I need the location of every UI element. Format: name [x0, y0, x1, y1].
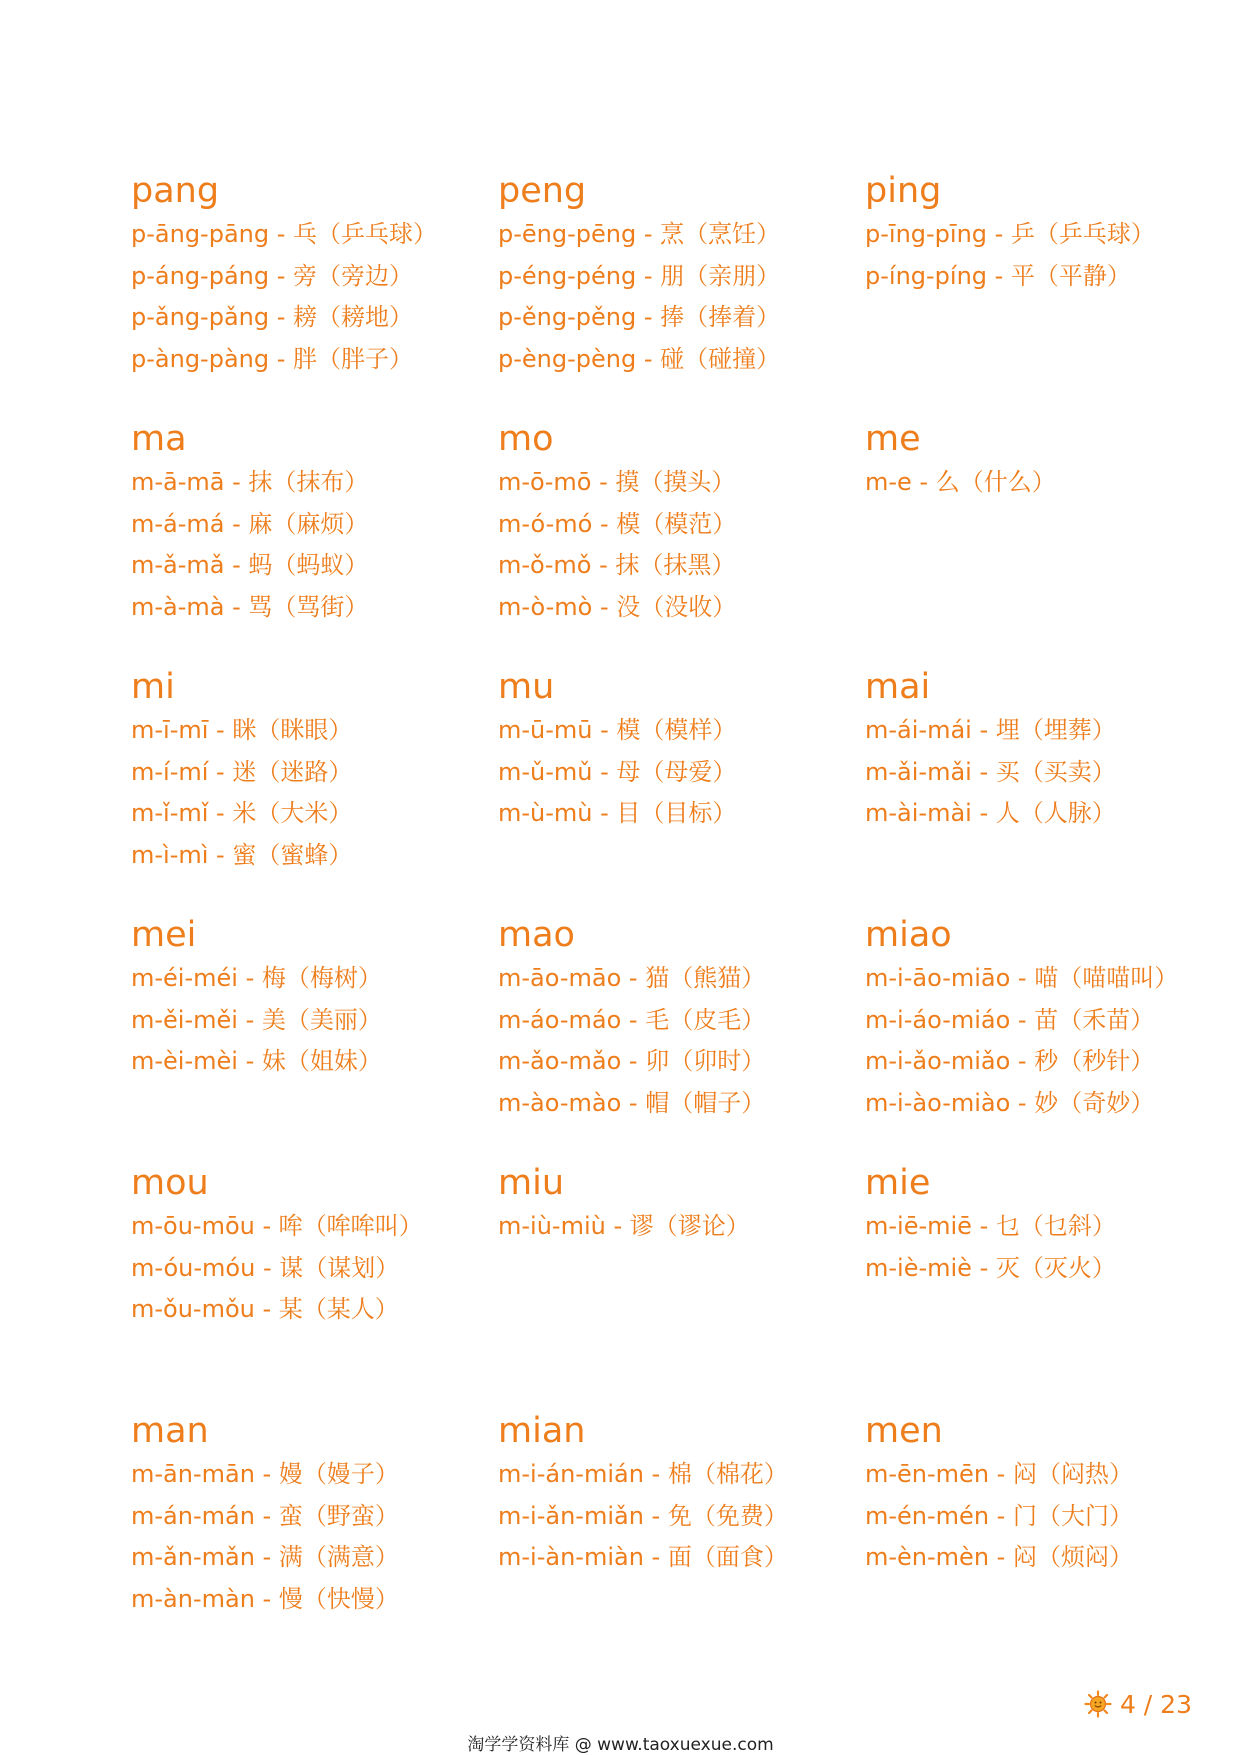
section-mao: [498, 914, 865, 1162]
section-miao: [865, 914, 1181, 1162]
entry-line: m-i-ǎo-miǎo - 秒（秒针）: [865, 1047, 1155, 1075]
entry-line: m-ì-mì - 蜜（蜜蜂）: [131, 840, 353, 869]
section-heading: mu: [498, 667, 555, 707]
entry-line: m-i-ào-miào - 妙（奇妙）: [865, 1088, 1155, 1117]
entry-line: m-ù-mù - 目（目标）: [498, 799, 737, 827]
entry-line: m-óu-móu - 谋（谋划）: [131, 1253, 400, 1282]
entry-line: m-iè-miè - 灭（灭火）: [865, 1253, 1116, 1282]
section-ping: [865, 170, 1181, 418]
entry-line: m-iù-miù - 谬（谬论）: [498, 1212, 750, 1240]
entry-line: m-ǐ-mǐ - 米（大米）: [131, 799, 353, 827]
entry-line: m-án-mán - 蛮（野蛮）: [131, 1501, 399, 1530]
section-heading: mian: [498, 1411, 586, 1451]
page-number: 4 / 23: [1119, 1689, 1192, 1719]
entry-line: p-àng-pàng - 胖（胖子）: [131, 344, 414, 373]
entry-line: m-ǎn-mǎn - 满（满意）: [131, 1543, 399, 1571]
pinyin-grid: [131, 170, 1181, 1658]
entry-line: m-ō-mō - 摸（摸头）: [498, 468, 736, 496]
section-heading: mie: [865, 1163, 931, 1203]
section-mie: [865, 1162, 1181, 1410]
entry-line: m-ū-mū - 模（模样）: [498, 716, 737, 744]
entry-line: m-ào-mào - 帽（帽子）: [498, 1088, 766, 1117]
section-heading: mi: [131, 667, 175, 707]
entry-line: m-i-àn-miàn - 面（面食）: [498, 1543, 788, 1571]
entry-line: m-ǒu-mǒu - 某（某人）: [131, 1295, 399, 1323]
entry-line: m-ò-mò - 没（没收）: [498, 592, 737, 621]
entry-line: m-èi-mèi - 妹（姐妹）: [131, 1047, 382, 1075]
section-heading: mei: [131, 915, 197, 955]
entry-line: p-áng-páng - 旁（旁边）: [131, 261, 414, 290]
entry-line: p-ēng-pēng - 烹（烹饪）: [498, 220, 781, 248]
section-mu: [498, 666, 865, 914]
section-men: [865, 1410, 1181, 1658]
section-mou: [131, 1162, 498, 1410]
entry-line: m-ó-mó - 模（模范）: [498, 509, 737, 538]
site-footer: 淘学学资料库 @ www.taoxuexue.com: [467, 1735, 774, 1755]
section-pang: [131, 170, 498, 418]
section-heading: men: [865, 1411, 943, 1451]
section-heading: ping: [865, 171, 942, 211]
entry-line: m-ǎi-mǎi - 买（买卖）: [865, 757, 1116, 786]
entry-line: m-e - 么（什么）: [865, 468, 1056, 496]
entry-line: m-àn-màn - 慢（快慢）: [131, 1584, 399, 1613]
entry-line: m-ēn-mēn - 闷（闷热）: [865, 1460, 1133, 1488]
section-man: [131, 1410, 498, 1658]
sun-icon: [1084, 1690, 1112, 1718]
section-heading: ma: [131, 419, 187, 459]
section-heading: man: [131, 1411, 209, 1451]
section-heading: mai: [865, 667, 931, 707]
section-heading: mo: [498, 419, 554, 459]
entry-line: p-éng-péng - 朋（亲朋）: [498, 261, 781, 290]
entry-line: m-í-mí - 迷（迷路）: [131, 757, 353, 786]
entry-line: m-ǎo-mǎo - 卯（卯时）: [498, 1047, 766, 1075]
entry-line: m-ài-mài - 人（人脉）: [865, 799, 1116, 827]
entry-line: m-i-āo-miāo - 喵（喵喵叫）: [865, 964, 1179, 992]
section-peng: [498, 170, 865, 418]
entry-line: p-íng-píng - 平（平静）: [865, 261, 1131, 290]
entry-line: p-ǎng-pǎng - 耪（耪地）: [131, 303, 414, 331]
section-mai: [865, 666, 1181, 914]
entry-line: m-ǔ-mǔ - 母（母爱）: [498, 757, 737, 786]
section-miu: [498, 1162, 865, 1410]
section-heading: miao: [865, 915, 952, 955]
entry-line: p-āng-pāng - 乓（乒乓球）: [131, 220, 438, 248]
section-heading: pang: [131, 171, 220, 211]
entry-line: m-āo-māo - 猫（熊猫）: [498, 964, 766, 992]
page-indicator: [1084, 1686, 1192, 1722]
section-mo: [498, 418, 865, 666]
entry-line: m-i-án-mián - 棉（棉花）: [498, 1460, 788, 1488]
entry-line: m-én-mén - 门（大门）: [865, 1501, 1133, 1530]
entry-line: m-éi-méi - 梅（梅树）: [131, 964, 382, 992]
entry-line: m-ān-mān - 嫚（嫚子）: [131, 1460, 399, 1488]
section-heading: miu: [498, 1163, 565, 1203]
section-heading: mao: [498, 915, 575, 955]
entry-line: m-ā-mā - 抹（抹布）: [131, 468, 369, 496]
entry-line: m-à-mà - 骂（骂街）: [131, 592, 369, 621]
section-heading: mou: [131, 1163, 209, 1203]
entry-line: m-i-áo-miáo - 苗（禾苗）: [865, 1005, 1155, 1034]
section-ma: [131, 418, 498, 666]
entry-line: p-èng-pèng - 碰（碰撞）: [498, 344, 781, 373]
section-mei: [131, 914, 498, 1162]
entry-line: m-ái-mái - 埋（埋葬）: [865, 716, 1116, 744]
entry-line: m-ī-mī - 眯（眯眼）: [131, 716, 353, 744]
entry-line: p-īng-pīng - 乒（乒乓球）: [865, 220, 1155, 248]
entry-line: m-áo-máo - 毛（皮毛）: [498, 1005, 766, 1034]
section-mian: [498, 1410, 865, 1658]
entry-line: m-ǎ-mǎ - 蚂（蚂蚁）: [131, 551, 369, 579]
section-mi: [131, 666, 498, 914]
entry-line: m-á-má - 麻（麻烦）: [131, 509, 369, 538]
entry-line: m-ōu-mōu - 哞（哞哞叫）: [131, 1212, 423, 1240]
entry-line: m-i-ǎn-miǎn - 免（免费）: [498, 1501, 788, 1530]
entry-line: m-èn-mèn - 闷（烦闷）: [865, 1543, 1133, 1571]
entry-line: m-ǒ-mǒ - 抹（抹黑）: [498, 551, 736, 579]
entry-line: m-ěi-měi - 美（美丽）: [131, 1005, 382, 1034]
section-heading: peng: [498, 171, 587, 211]
entry-line: m-iē-miē - 乜（乜斜）: [865, 1212, 1116, 1240]
entry-line: p-ěng-pěng - 捧（捧着）: [498, 303, 781, 331]
section-heading: me: [865, 419, 921, 459]
section-me: [865, 418, 1181, 666]
